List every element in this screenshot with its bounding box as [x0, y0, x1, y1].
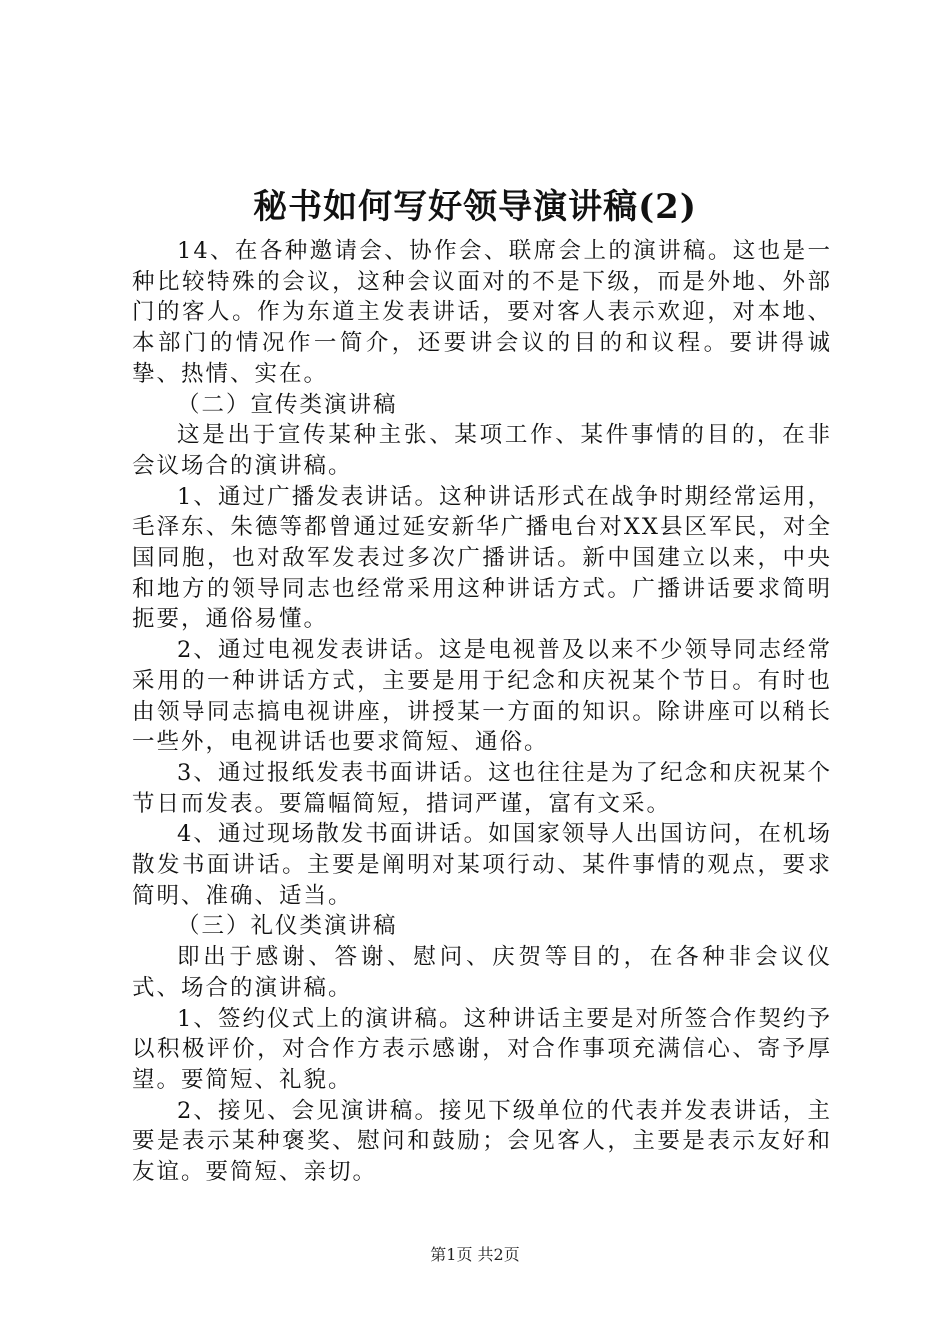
page-footer: 第1页 共2页: [430, 1245, 520, 1264]
paragraph-onsite-speech: 4、通过现场散发书面讲话。如国家领导人出国访问，在机场散发书面讲话。主要是阐明对某项行动、某件事情的观点，要求简明、准确、适当。: [132, 821, 832, 909]
section-heading-publicity: （二）宣传类演讲稿: [177, 391, 398, 418]
paragraph-meeting-guests-speech: 2、接见、会见演讲稿。接见下级单位的代表并发表讲话，主要是表示某种褒奖、慰问和鼓励；会见客人，主要是表示友好和友谊。要简短、亲切。: [132, 1097, 832, 1186]
paragraph-signing-speech: 1、签约仪式上的演讲稿。这种讲话主要是对所签合作契约予以积极评价，对合作方表示感谢，对合作事项充满信心、寄予厚望。要简短、礼貌。: [132, 1005, 832, 1093]
paragraph-etiquette-intro: 即出于感谢、答谢、慰问、庆贺等目的，在各种非会议仪式、场合的演讲稿。: [132, 944, 832, 1001]
paragraph-newspaper-speech: 3、通过报纸发表书面讲话。这也往往是为了纪念和庆祝某个节日而发表。要篇幅简短，措词严谨，富有文采。: [132, 759, 832, 817]
paragraph-tv-speech: 2、通过电视发表讲话。这是电视普及以来不少领导同志经常采用的一种讲话方式，主要是用于纪念和庆祝某个节日。有时也由领导同志搞电视讲座，讲授某一方面的知识。除讲座可以稍长一些外，电视讲话也要求简短、通俗。: [132, 637, 832, 756]
document-body: [132, 236, 832, 1188]
section-heading-etiquette: （三）礼仪类演讲稿: [177, 913, 398, 940]
paragraph-publicity-intro: 这是出于宣传某种主张、某项工作、某件事情的目的，在非会议场合的演讲稿。: [132, 422, 832, 479]
paragraph-radio-speech: 1、通过广播发表讲话。这种讲话形式在战争时期经常运用，毛泽东、朱德等都曾通过延安新华广播电台对XX县区军民，对全国同胞，也对敌军发表过多次广播讲话。新中国建立以来，中央和地方的领导同志也经常采用这种讲话方式。广播讲话要求简明扼要，通俗易懂。: [132, 483, 832, 633]
document-title: 秘书如何写好领导演讲稿(2): [253, 187, 697, 227]
paragraph-meeting-speech: 14、在各种邀请会、协作会、联席会上的演讲稿。这也是一种比较特殊的会议，这种会议面对的不是下级，而是外地、外部门的客人。作为东道主发表讲话，要对客人表示欢迎，对本地、本部门的情况作一简介，还要讲会议的目的和议程。要讲得诚挚、热情、实在。: [132, 238, 832, 387]
